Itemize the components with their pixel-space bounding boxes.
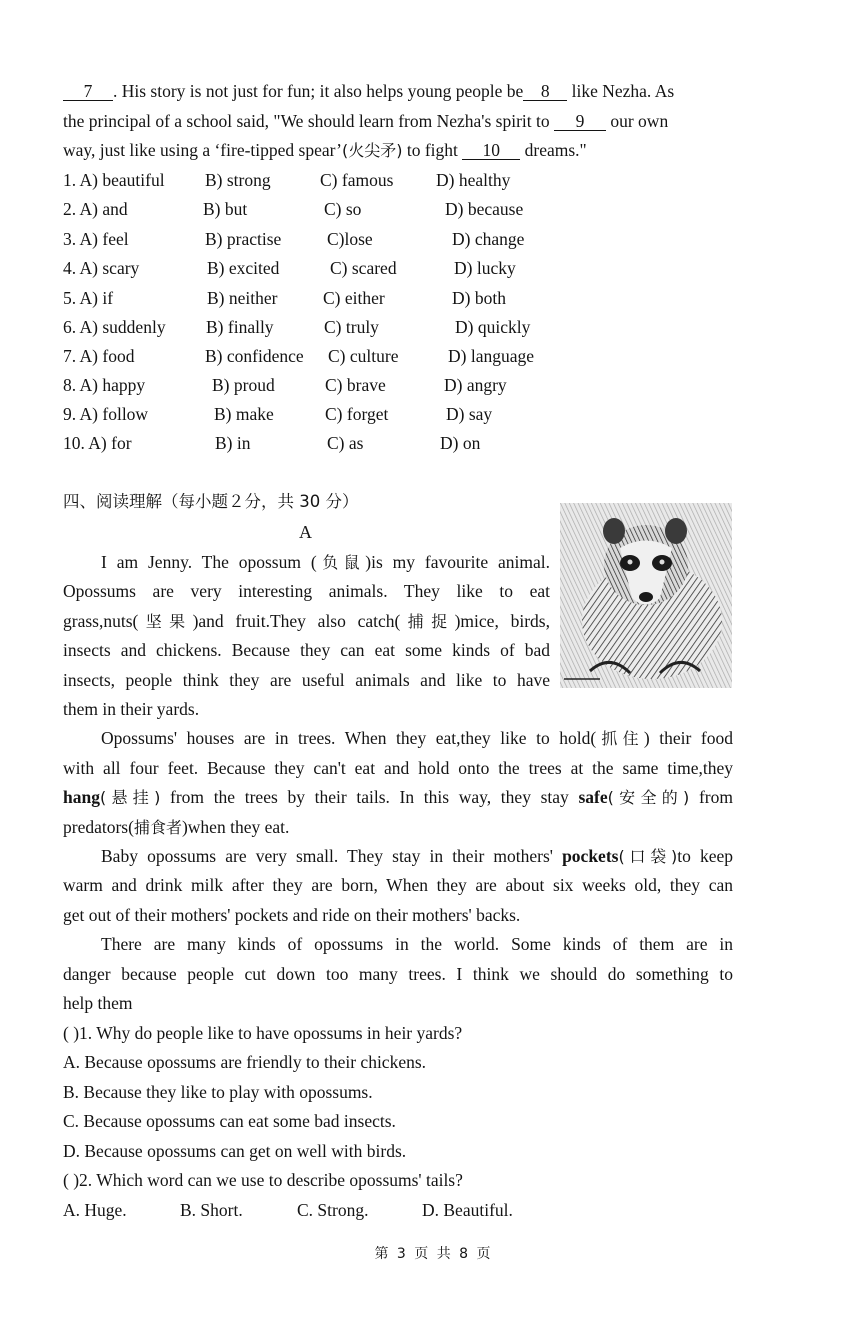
question-choice: D. Because opossums can get on well with birds. (63, 1141, 407, 1161)
blank-7: 7 (63, 82, 113, 101)
passage-line: with all four feet. Because they can't eat and hold onto the trees at the same time,they (63, 758, 733, 778)
opossum-illustration (560, 503, 732, 688)
exam-page: 7 . His story is not just for fun; it also helps young people be 8 like Nezha. As the principal of a school said, "We should learn from Nezha's spirit to 9 our own way, just like using a ‘fire-tipped spear’(火尖矛) to fight 10 dreams." 1. A) beautiful B) strong C) famous D) healthy 2. A) and B) but C) so D) because 3. A) feel B) practise C)lose D) change 4. A) scary B) excited C) scared D) lucky 5. A) if B) neither C) either D) both 6. A) suddenly B) finally C) truly D) quickly 7. A) food B) confidence C) culture D) language 8. A) happy B) proud C) brave D) angry 9. A) follow B) make C) forget D) say 10. A) for B) in C) as D) on 四、阅读理解（每小题２分，共 30 分） A I am Jenny. The opossum (负鼠)is my favourite animal. Opossums are very interesting animals. They like to eat grass,nuts(坚果)and fruit.They also catch(捕捉)mice, birds, insects and chickens. Because they can eat some kinds of bad insects, people think they are useful animals and like to have them in their yards. Opossums' houses are in trees. When they eat,they like to hold(抓住) their food with all four feet. Because they can't eat and hold onto the trees at the same time,they hang(悬挂) from the trees by their tails. In this way, they stay safe(安全的) from predators(捕食者)when they eat. Baby opossums are very small. They stay in their mothers' pockets(口袋)to keep warm and drink milk after they are born, When they are about six weeks old, they can get out of their mothers' pockets and ride on their mothers' backs. There are many kinds of opossums in the world. Some kinds of them are in danger because people cut down too many trees. I think we should do something to help them ( )1. Why do people like to have opossums in heir yards? A. Because opossums are friendly to their chickens. B. Because they like to play with opossums. C. Because opossums can eat some bad insects. D. Because opossums can get on well with birds. ( )2. Which word can we use to describe opossums' tails? A. Huge. B. Short. C. Strong. D. Beautiful. 第 3 页 共 8 页 (0, 0, 867, 1324)
passage-line: hang(悬挂) from the trees by their tails. In this way, they stay safe(安全的) from (63, 787, 733, 807)
section-title: 四、阅读理解（每小题２分，共 30 分） (63, 492, 359, 511)
passage-line: grass,nuts(坚果)and fruit.They also catch(捕捉)mice, birds, (63, 611, 550, 631)
question-choice: A. Because opossums are friendly to their chickens. (63, 1052, 427, 1072)
passage-line: Baby opossums are very small. They stay in their mothers' pockets(口袋)to keep (101, 846, 733, 866)
blank-9: 9 (554, 112, 606, 131)
cloze-line-2: the principal of a school said, "We should learn from Nezha's spirit to 9 our own (63, 111, 669, 131)
blank-10: 10 (462, 141, 520, 160)
passage-line: predators(捕食者)when they eat. (63, 817, 290, 837)
passage-line: warm and drink milk after they are born, When they are about six weeks old, they can (63, 875, 733, 895)
cloze-line-3: way, just like using a ‘fire-tipped spear’(火尖矛) to fight 10 dreams." (63, 140, 587, 160)
passage-line: Opossums' houses are in trees. When they eat,they like to hold(抓住) their food (101, 728, 733, 748)
question-choice: B. Short. (180, 1200, 243, 1220)
passage-line: insects and chickens. Because they can eat some kinds of bad (63, 640, 550, 660)
question-choice: B. Because they like to play with opossums. (63, 1082, 373, 1102)
passage-line: help them (63, 993, 133, 1013)
question-stem-1: ( )1. Why do people like to have opossums in heir yards? (63, 1023, 463, 1043)
cloze-line-1: 7 . His story is not just for fun; it also helps young people be 8 like Nezha. As (63, 80, 733, 102)
passage-line: them in their yards. (63, 699, 200, 719)
passage-line: Opossums are very interesting animals. They like to eat (63, 581, 550, 601)
passage-line: danger because people cut down too many trees. I think we should do something to (63, 964, 733, 984)
question-choice: C. Strong. (297, 1200, 369, 1220)
page-number-footer: 第 3 页 共 8 页 (374, 1246, 493, 1262)
passage-line: I am Jenny. The opossum (负鼠)is my favourite animal. (101, 552, 550, 572)
question-stem-2: ( )2. Which word can we use to describe opossums' tails? (63, 1170, 463, 1190)
blank-8: 8 (523, 82, 567, 101)
passage-line: get out of their mothers' pockets and ride on their mothers' backs. (63, 905, 521, 925)
passage-line: insects, people think they are useful animals and like to have (63, 670, 550, 690)
question-choice: A. Huge. (63, 1200, 127, 1220)
question-choice: C. Because opossums can eat some bad insects. (63, 1111, 396, 1131)
question-choice: D. Beautiful. (422, 1200, 513, 1220)
passage-line: There are many kinds of opossums in the world. Some kinds of them are in (101, 934, 733, 954)
passage-letter: A (299, 522, 312, 542)
